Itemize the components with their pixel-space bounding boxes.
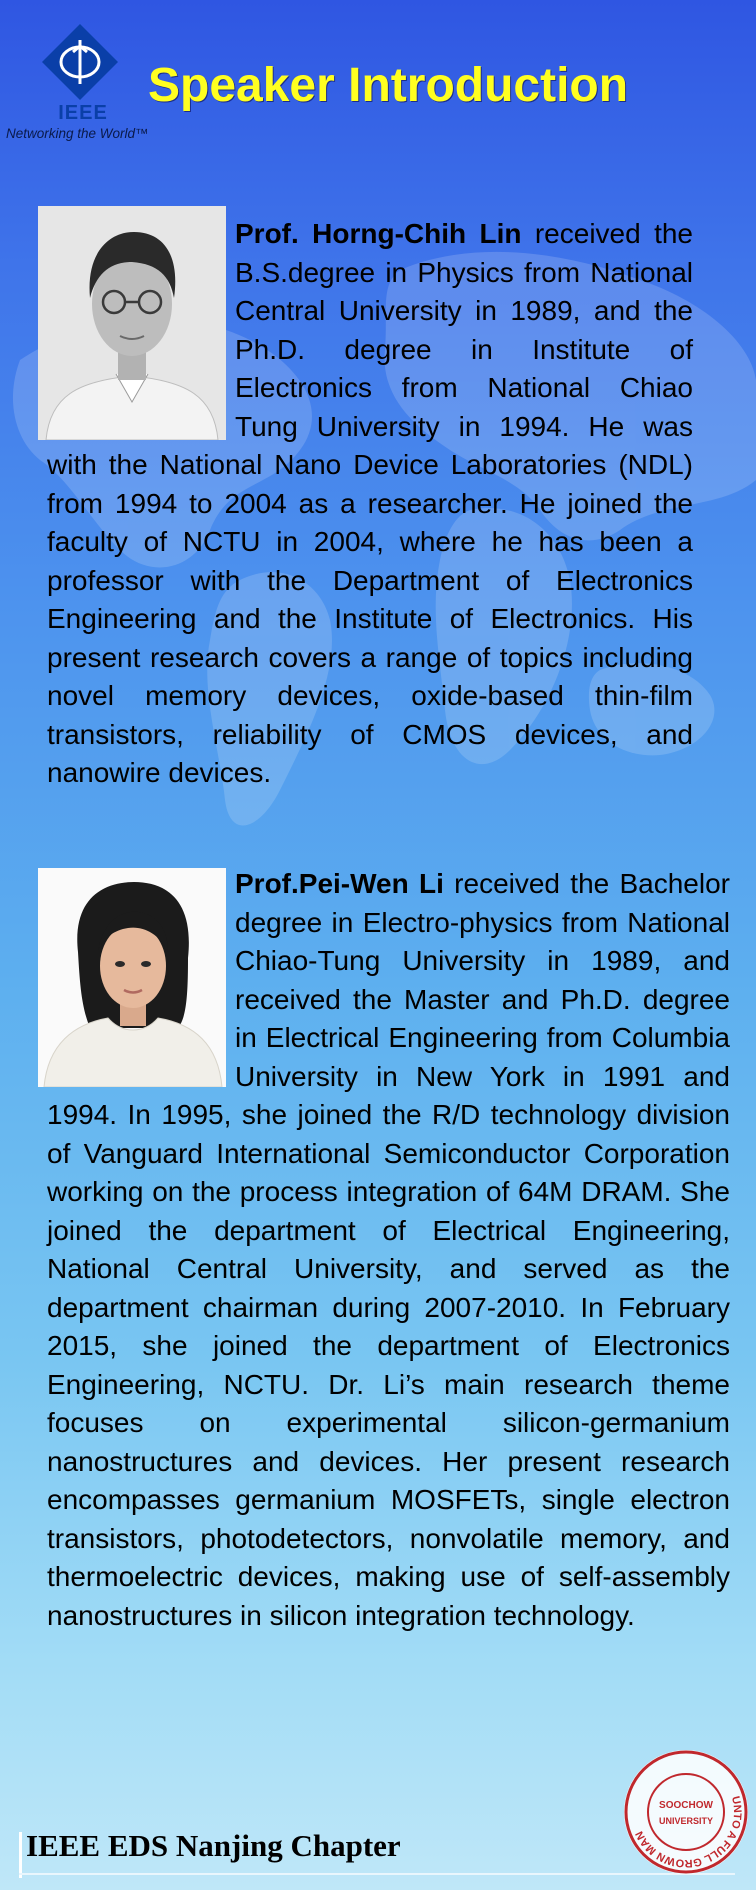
ieee-diamond-icon <box>40 22 120 102</box>
svg-text:SOOCHOW: SOOCHOW <box>659 1800 713 1811</box>
page-title: Speaker Introduction <box>148 59 629 112</box>
ieee-logo <box>6 18 166 148</box>
photo-wrap-spacer <box>47 865 235 1095</box>
ieee-tagline: Networking the World™ <box>6 126 149 141</box>
speaker-1-bio-text: received the B.S.degree in Physics from National Central University in 1989, and the Ph.D. degree in Institute of Electronics from National Chiao Tung University in 1994. He was with the National Nano Device Laboratories (NDL) from 1994 to 2004 as a researcher. He joined the faculty of NCTU in 2004, where he has been a professor with the Department of Electronics Engineering and the Institute of Electronics. His present research covers a range of topics including novel memory devices, oxide-based thin-film transistors, reliability of CMOS devices, and nanowire devices. <box>47 218 693 788</box>
ieee-wordmark: IEEE <box>58 102 108 124</box>
speaker-2-name: Prof.Pei-Wen Li <box>235 868 444 899</box>
svg-text:UNTO A FULL GROWN MAN: UNTO A FULL GROWN MAN <box>633 1795 744 1870</box>
footer-chapter: IEEE EDS Nanjing Chapter <box>26 1828 401 1863</box>
speaker-2-bio <box>47 865 730 1635</box>
speaker-2-bio-text: received the Bachelor degree in Electro-physics from National Chiao-Tung University in 1989, and received the Master and Ph.D. degree in Electrical Engineering from Columbia University in New York in 1991 and 1994. In 1995, she joined the R/D technology division of Vanguard International Semiconductor Corporation working on the process integration of 64M DRAM. She joined the department of Electrical Engineering, National Central University, and served as the department chairman during 2007-2010. In February 2015, she joined the department of Electronics Engineering, NCTU. Dr. Li’s main research theme focuses on experimental silicon-germanium nanostructures and devices. Her present research encompasses germanium MOSFETs, single electron transistors, photodetectors, nonvolatile memory, and thermoelectric devices, making use of self-assembly nanostructures in silicon integration technology. <box>47 868 730 1631</box>
speaker-1-name: Prof. Horng-Chih Lin <box>235 218 522 249</box>
speaker-1-bio <box>47 215 693 793</box>
footer-bar <box>19 1832 22 1878</box>
soochow-university-seal-icon <box>622 1748 750 1876</box>
photo-wrap-spacer <box>47 215 235 445</box>
svg-text:UNIVERSITY: UNIVERSITY <box>658 1816 714 1826</box>
